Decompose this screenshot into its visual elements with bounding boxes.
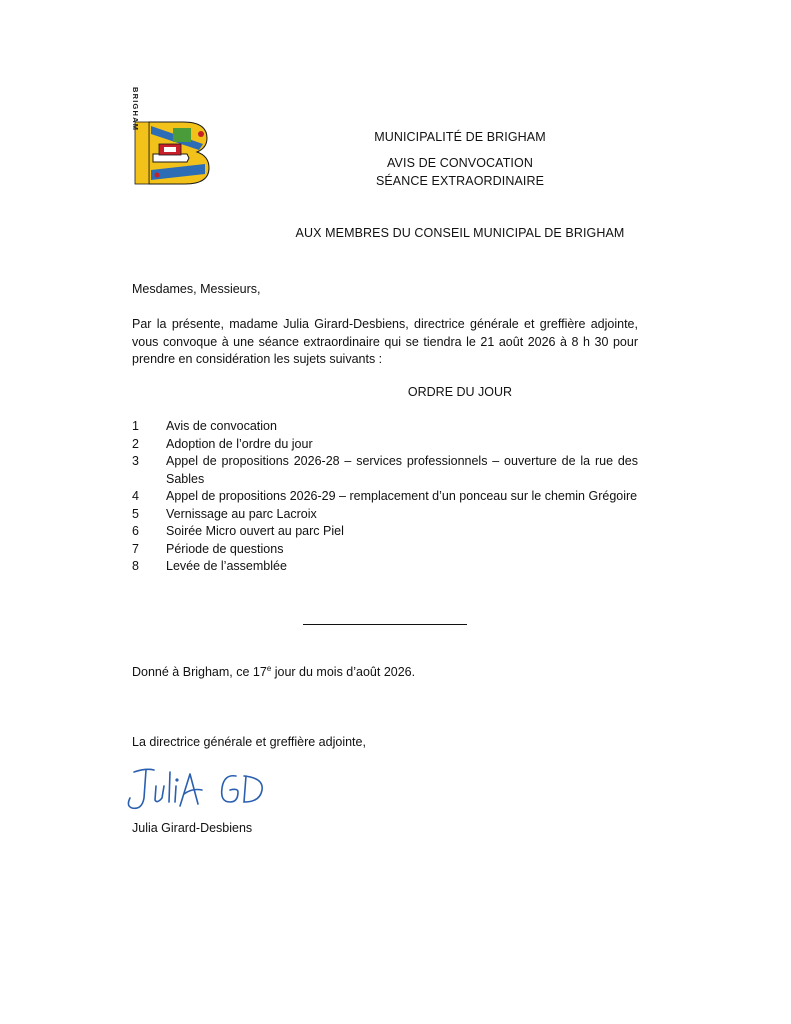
agenda-item xyxy=(132,523,638,541)
agenda-item-text: Vernissage au parc Lacroix xyxy=(166,506,317,521)
recipients-heading: AUX MEMBRES DU CONSEIL MUNICIPAL DE BRIGHAM xyxy=(295,226,625,240)
agenda-item-number: 6 xyxy=(132,524,139,538)
agenda-list xyxy=(132,418,638,576)
agenda-title: ORDRE DU JOUR xyxy=(407,385,513,399)
given-text-before: Donné à Brigham, ce 17 xyxy=(132,665,267,679)
agenda-item xyxy=(132,558,638,576)
given-superscript: e xyxy=(266,663,272,673)
agenda-item-number: 4 xyxy=(132,489,139,503)
agenda-item-text: Période de questions xyxy=(166,541,284,556)
agenda-item xyxy=(132,506,638,524)
agenda-item-number: 1 xyxy=(132,419,139,433)
session-heading: SÉANCE EXTRAORDINAIRE xyxy=(375,174,545,188)
given-text-after: jour du mois d’août 2026. xyxy=(271,665,416,679)
agenda-item-number: 7 xyxy=(132,541,139,556)
intro-line: prendre en considération les sujets suivants : xyxy=(132,352,383,366)
agenda-item xyxy=(132,488,638,506)
agenda-item-text: Levée de l’assemblée xyxy=(166,559,287,573)
agenda-item-number: 2 xyxy=(132,436,139,451)
agenda-item xyxy=(132,453,638,488)
agenda-item xyxy=(132,541,638,559)
agenda-item xyxy=(132,436,638,454)
salutation: Mesdames, Messieurs, xyxy=(132,282,261,296)
agenda-item-number: 8 xyxy=(132,559,139,573)
intro-paragraph xyxy=(132,316,638,369)
intro-line: vous convoque à une séance extraordinaire qui se tiendra le 21 août 2026 à 8 h 30 pour xyxy=(132,334,638,349)
agenda-item-text: Appel de propositions 2026-29 – remplacement d’un ponceau sur le chemin Grégoire xyxy=(166,489,638,503)
agenda-item-text: Soirée Micro ouvert au parc Piel xyxy=(166,524,344,538)
municipality-heading: MUNICIPALITÉ DE BRIGHAM xyxy=(374,130,546,144)
agenda-item-text: Adoption de l’ordre du jour xyxy=(166,436,313,451)
agenda-item-text: Avis de convocation xyxy=(166,419,277,433)
brigham-logo xyxy=(131,87,209,186)
separator-line xyxy=(303,624,467,625)
agenda-item xyxy=(132,418,638,436)
agenda-item-number: 5 xyxy=(132,506,139,521)
notice-heading: AVIS DE CONVOCATION xyxy=(387,156,533,170)
signer-name: Julia Girard-Desbiens xyxy=(132,821,253,835)
agenda-item-text: Appel de propositions 2026-28 – services professionnels – ouverture de la rue des Sables xyxy=(166,454,638,486)
given-statement xyxy=(132,664,415,682)
signer-title: La directrice générale et greffière adjointe, xyxy=(132,735,366,749)
intro-line: Par la présente, madame Julia Girard-Desbiens, directrice générale et greffière adjointe, xyxy=(132,317,638,331)
agenda-item-number: 3 xyxy=(132,454,139,468)
logo-vertical-text: BRIGHAM xyxy=(131,87,140,132)
handwritten-signature xyxy=(124,764,284,816)
